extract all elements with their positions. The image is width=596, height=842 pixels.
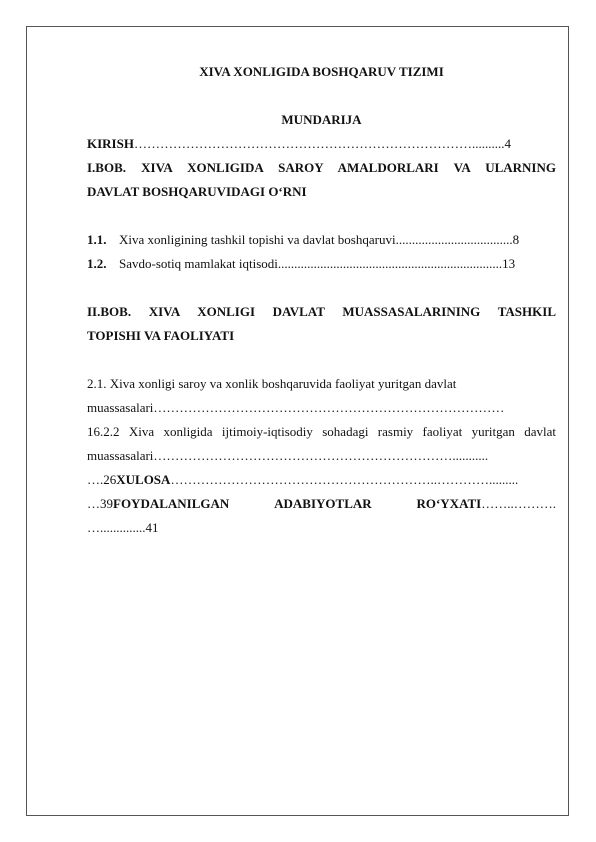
- toc-references-word2: ADABIYOTLAR: [274, 496, 372, 511]
- toc-references: [87, 496, 556, 512]
- toc-references-line2: …..............41: [87, 520, 159, 535]
- toc-references-word1: FOYDALANILGAN: [113, 496, 230, 511]
- contents-heading: MUNDARIJA: [281, 112, 362, 127]
- toc-chapter1-line1: I.BOB. XIVA XONLIGIDA SAROY AMALDORLARI VA ULARNING: [87, 160, 556, 175]
- toc-section-2-2-line2: muassasalari……………………………………………………………...........: [87, 448, 489, 463]
- toc-references-prefix: …39: [87, 496, 113, 511]
- toc-section-2-1-line1: 2.1. Xiva xonligi saroy va xonlik boshqaruvida faoliyat yuritgan davlat: [87, 376, 457, 391]
- toc-chapter2-line1: II.BOB. XIVA XONLIGI DAVLAT MUASSASALARINING TASHKIL: [87, 304, 556, 319]
- toc-section-1-1-num: 1.1.: [87, 232, 107, 247]
- toc-intro-dots: ……………………………………………………………………..........: [133, 136, 505, 151]
- toc-section-1-2-num: 1.2.: [87, 256, 107, 271]
- toc-section-1-1-text: Xiva xonligining tashkil topishi va davlat boshqaruvi....................................8: [119, 232, 520, 247]
- toc-section-2-2-line1: 16.2.2 Xiva xonligida ijtimoiy-iqtisodiy sohadagi rasmiy faoliyat yuritgan davlat: [87, 424, 556, 439]
- toc-section-1-2: [87, 256, 556, 272]
- toc-chapter1-line2: DAVLAT BOSHQARUVIDAGI O‘RNI: [87, 184, 307, 199]
- toc-conclusion-prefix: ….26: [87, 472, 117, 487]
- toc-section-1-1: [87, 232, 556, 248]
- toc-references-dots: ……..……….: [481, 496, 556, 511]
- toc-section-2-1-line2: muassasalari………………………………………………………………………: [87, 400, 505, 415]
- toc-conclusion-label: XULOSA: [116, 472, 171, 487]
- toc-chapter2-line2: TOPISHI VA FAOLIYATI: [87, 328, 235, 343]
- toc-intro-label: KIRISH: [87, 136, 134, 151]
- toc-conclusion-dots: ……………………………………………………..………….........: [170, 472, 519, 487]
- toc-references-word3: RO‘YXATI: [416, 496, 482, 511]
- toc-intro: [87, 136, 556, 152]
- toc-conclusion: [87, 472, 556, 488]
- document-title: XIVA XONLIGIDA BOSHQARUV TIZIMI: [199, 64, 444, 79]
- toc-intro-page: 4: [504, 136, 511, 151]
- toc-section-1-2-text: Savdo-sotiq mamlakat iqtisodi.....................................................................13: [119, 256, 516, 271]
